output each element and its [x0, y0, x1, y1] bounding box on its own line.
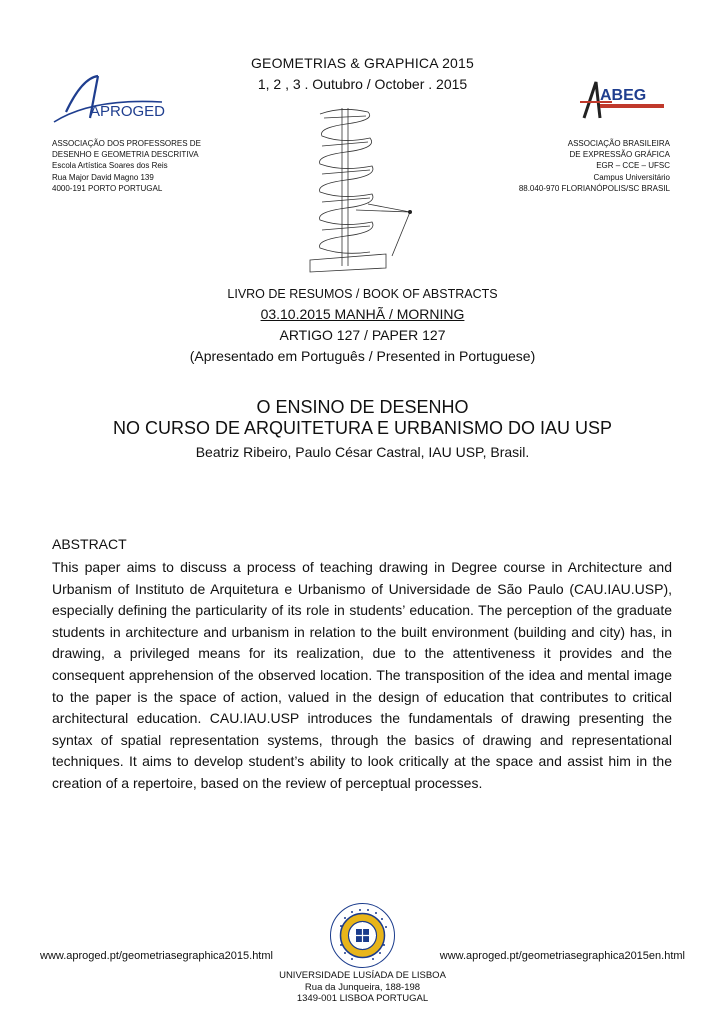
- abeg-line: ASSOCIAÇÃO BRASILEIRA: [567, 139, 670, 148]
- abeg-address: [519, 138, 670, 194]
- paper-authors: Beatriz Ribeiro, Paulo César Castral, IAU USP, Brasil.: [195, 444, 530, 460]
- aproged-line: Rua Major David Magno 139: [52, 172, 154, 182]
- conference-title: GEOMETRIAS & GRAPHICA 2015: [250, 55, 475, 71]
- university-street: Rua da Junqueira, 188-198: [304, 981, 421, 993]
- abeg-line: DE EXPRESSÃO GRÁFICA: [569, 150, 670, 160]
- abeg-line: Campus Universitário: [593, 172, 670, 182]
- aproged-logo: [52, 72, 172, 130]
- paper-title-line-1: O ENSINO DE DESENHO: [256, 397, 469, 417]
- abstract-heading: ABSTRACT: [52, 536, 127, 552]
- aproged-logo-text: APROGED: [90, 103, 166, 120]
- book-of-abstracts-label: LIVRO DE RESUMOS / BOOK OF ABSTRACTS: [227, 287, 498, 301]
- aproged-line: 4000-191 PORTO PORTUGAL: [52, 183, 163, 193]
- footer-link-pt[interactable]: www.aproged.pt/geometriasegraphica2015.html: [40, 950, 273, 962]
- university-name: UNIVERSIDADE LUSÍADA DE LISBOA: [279, 970, 446, 981]
- abeg-logo-text: ABEG: [600, 87, 647, 104]
- abstract-body: This paper aims to discuss a process of teaching drawing in Degree course in Architecture and Urbanism of Instituto de Arquitetura e Urbanismo of Universidade de São Paulo (CAU.IAU.USP), especially defining the particularity of its role in students’ education. The perception of the graduate students in architecture and urbanism in relation to the built environment (building and city) has, in drawing, a privileged means for its realization, due to the attentiveness it provides and the consequent apprehension of the observed location. The transposition of the idea and mental image to the paper is the space of action, valued in the design of education that contributes to critical architectural education. CAU.IAU.USP introduces the fundamentals of drawing presenting the syntax of spatial representation systems, through the basics of drawing and representational techniques. It aims to develop student’s ability to look critically at the space and assist him in the creation of a repertoire, based on the review of perceptual processes.: [52, 559, 672, 791]
- aproged-address: [52, 138, 201, 194]
- aproged-line: ASSOCIAÇÃO DOS PROFESSORES DE: [52, 139, 201, 148]
- conference-dates: 1, 2 , 3 . Outubro / October . 2015: [257, 76, 468, 92]
- footer-link-en[interactable]: www.aproged.pt/geometriasegraphica2015en.html: [439, 950, 685, 962]
- university-address: [0, 970, 725, 1005]
- abeg-logo: [578, 78, 670, 128]
- session-date: 03.10.2015 MANHÃ / MORNING: [260, 306, 465, 322]
- university-city: 1349-001 LISBOA PORTUGAL: [296, 993, 429, 1004]
- article-number: ARTIGO 127 / PAPER 127: [279, 327, 446, 343]
- spiral-staircase-illustration: [306, 104, 418, 274]
- paper-title-line-2: NO CURSO DE ARQUITETURA E URBANISMO DO IAU USP: [112, 418, 613, 438]
- aproged-line: Escola Artística Soares dos Reis: [52, 161, 168, 171]
- universidade-lusiada-seal: [329, 902, 396, 969]
- abeg-line: EGR – CCE – UFSC: [596, 161, 670, 171]
- aproged-line: DESENHO E GEOMETRIA DESCRITIVA: [52, 150, 199, 160]
- abeg-line: 88.040-970 FLORIANÓPOLIS/SC BRASIL: [518, 183, 670, 193]
- presentation-language: (Apresentado em Português / Presented in Portuguese): [189, 348, 536, 364]
